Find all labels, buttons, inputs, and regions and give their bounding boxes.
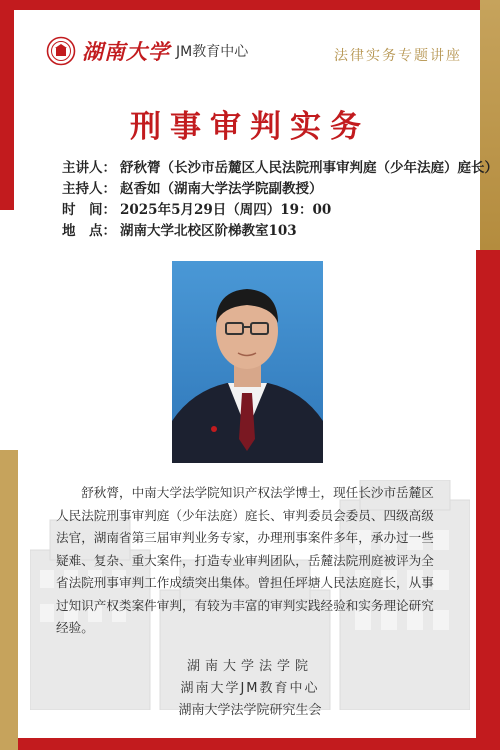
- top-frame-strip: [14, 0, 480, 10]
- host-label: 主持人：: [62, 181, 116, 197]
- bio-line: 省法院刑事审判工作成绩突出集体。曾担任坪塘人民法庭庭长，从事: [56, 575, 434, 590]
- speaker-portrait: [172, 261, 323, 463]
- organizer-jm-center: 湖南大学JM教育中心: [180, 681, 320, 696]
- university-name: 湖南大学: [82, 39, 170, 64]
- bio-line: 经验。: [56, 620, 94, 635]
- organizers: [0, 656, 500, 722]
- location-row: [62, 221, 498, 242]
- bio-line: 舒秋膂，中南大学法学院知识产权法学博士，现任长沙市岳麓区: [56, 485, 434, 500]
- time-row: [62, 200, 498, 221]
- time-label: 时 间：: [62, 202, 116, 218]
- time-value: 2025年5月29日（周四）19：00: [120, 202, 332, 218]
- bottom-frame-strip: [18, 738, 476, 750]
- center-name: JM教育中心: [176, 44, 249, 60]
- speaker-bio: [56, 482, 452, 640]
- lecture-info: [62, 158, 498, 242]
- organizer-law-school: 湖南大学法学院: [186, 659, 313, 674]
- location-label: 地 点：: [62, 223, 116, 239]
- host-value: 赵香如（湖南大学法学院副教授）: [120, 181, 323, 197]
- bio-line: 法官，湖南省第三届审判业务专家，办理刑事案件多年，承办过一些: [56, 530, 434, 545]
- university-seal-icon: [46, 36, 76, 66]
- bio-line: 人民法院刑事审判庭（少年法庭）庭长、审判委员会委员、四级高级: [56, 507, 434, 523]
- location-value: 湖南大学北校区阶梯教室103: [120, 223, 297, 239]
- header: [46, 36, 248, 66]
- bio-line: 过知识产权类案件审判，有较为丰富的审判实践经验和实务理论研究: [56, 597, 434, 613]
- speaker-value: 舒秋膂（长沙市岳麓区人民法院刑事审判庭（少年法庭）庭长）: [120, 160, 498, 176]
- lecture-series-label: 法律实务专题讲座: [334, 48, 462, 64]
- lecture-title: 刑事审判实务: [130, 109, 370, 145]
- bio-line: 疑难、复杂、重大案件，打造专业审判团队，岳麓法院刑庭被评为全: [56, 552, 434, 568]
- host-row: [62, 179, 498, 200]
- organizer-grad-union: 湖南大学法学院研究生会: [178, 703, 322, 718]
- speaker-label: 主讲人：: [62, 160, 116, 176]
- speaker-row: [62, 158, 498, 179]
